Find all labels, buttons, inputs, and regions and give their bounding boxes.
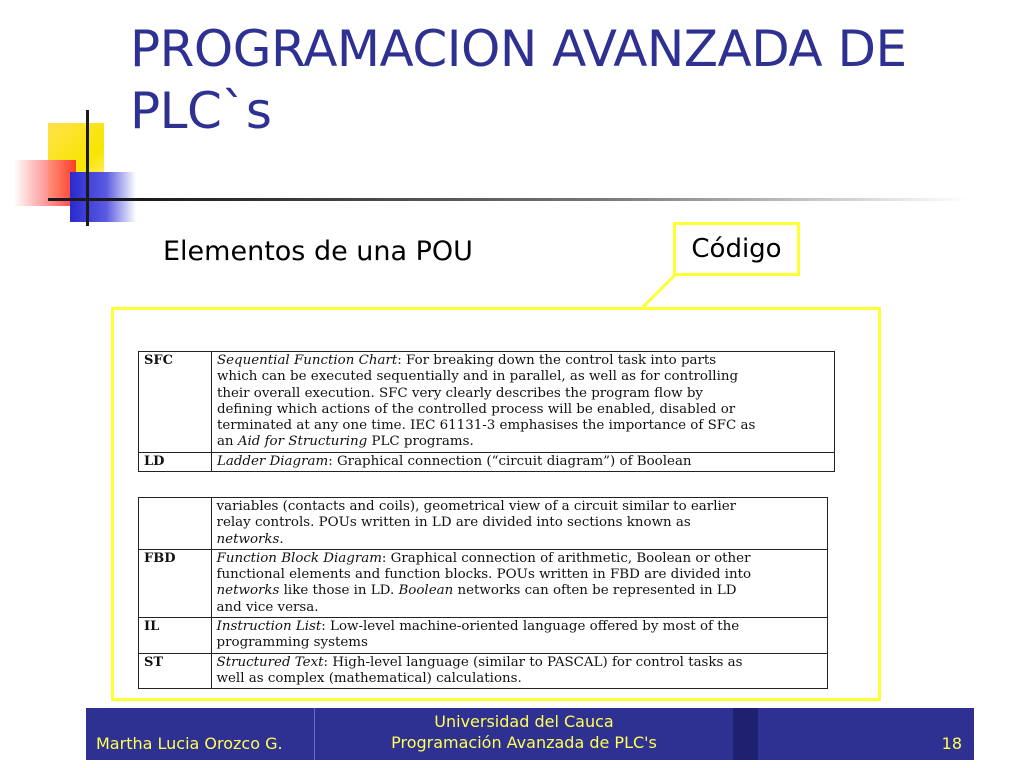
footer-university: Universidad del Cauca xyxy=(434,712,614,731)
description-line xyxy=(217,551,822,567)
footer-center-cell xyxy=(315,708,733,760)
description-line xyxy=(217,583,822,599)
footer-divider xyxy=(733,708,758,760)
line-text: networks can often be represented in LD xyxy=(453,583,737,599)
term-name: Aid for Structuring xyxy=(237,434,368,450)
description-line: well as complex (mathematical) calculations. xyxy=(216,670,522,686)
callout-label: Código xyxy=(691,234,782,264)
language-description xyxy=(211,549,827,617)
footer-bar xyxy=(86,708,974,760)
decor-blue-square xyxy=(70,172,136,222)
term-name: Ladder Diagram xyxy=(216,453,329,469)
table-row xyxy=(139,352,835,453)
slide-title xyxy=(130,18,1000,142)
description-line: defining which actions of the controlled process will be enabled, disabled or xyxy=(216,401,736,417)
line-text: : High-level language (similar to PASCAL) for control tasks as xyxy=(323,654,743,670)
language-description xyxy=(211,352,834,453)
language-code: FBD xyxy=(139,549,212,617)
line-text: : For breaking down the control task into parts xyxy=(397,353,717,368)
footer-course: Programación Avanzada de PLC's xyxy=(391,733,657,752)
language-code: ST xyxy=(139,653,212,689)
description-line: functional elements and function blocks. POUs written in FBD are divided into xyxy=(216,567,752,583)
term-name: Sequential Function Chart xyxy=(216,353,398,368)
description-line xyxy=(217,454,829,470)
slide-subtitle: Elementos de una POU xyxy=(163,236,473,267)
pou-table-top xyxy=(138,351,835,472)
description-line: which can be executed sequentially and in parallel, as well as for controlling xyxy=(216,369,739,385)
table-row xyxy=(139,452,835,471)
table-row xyxy=(139,549,828,617)
footer-page-number: 18 xyxy=(941,734,962,753)
term-name: Function Block Diagram xyxy=(216,550,382,566)
language-description xyxy=(211,452,834,471)
table-row xyxy=(139,653,828,689)
description-line xyxy=(217,353,829,369)
line-text: . xyxy=(279,531,284,547)
description-line xyxy=(217,655,822,671)
slide-title-line2: PLC`s xyxy=(130,82,272,140)
line-text: : Graphical connection (“circuit diagram”) of Boolean xyxy=(328,453,692,469)
term-name: Instruction List xyxy=(216,619,322,635)
language-code: SFC xyxy=(139,352,212,453)
language-code xyxy=(139,498,212,550)
language-code: IL xyxy=(139,618,212,654)
description-line: terminated at any one time. IEC 61131-3 emphasises the importance of SFC as xyxy=(216,418,756,434)
description-line xyxy=(217,532,822,548)
title-underline xyxy=(48,198,968,201)
description-line: relay controls. POUs written in LD are divided into sections known as xyxy=(216,515,691,531)
term-name: Boolean xyxy=(398,583,454,599)
description-line: programming systems xyxy=(216,635,368,651)
language-description xyxy=(211,653,827,689)
slide-title-line1: PROGRAMACION AVANZADA DE xyxy=(130,20,907,78)
description-line: their overall execution. SFC very clearly describes the program flow by xyxy=(216,385,703,401)
table-row xyxy=(139,618,828,654)
line-text: like those in LD. xyxy=(279,583,399,599)
footer-author-cell xyxy=(86,708,315,760)
language-code: LD xyxy=(139,452,212,471)
language-description xyxy=(211,498,827,550)
pou-table-bottom xyxy=(138,497,828,689)
description-line: and vice versa. xyxy=(216,599,319,615)
decor-vertical-line xyxy=(86,110,89,226)
description-line: variables (contacts and coils), geometrical view of a circuit similar to earlier xyxy=(216,499,737,514)
line-text: : Low-level machine-oriented language offered by most of the xyxy=(321,619,740,635)
line-text: : Graphical connection of arithmetic, Boolean or other xyxy=(381,550,751,566)
line-text: an xyxy=(216,434,238,450)
table-row xyxy=(139,498,828,550)
footer-author: Martha Lucia Orozco G. xyxy=(96,734,283,753)
language-description xyxy=(211,618,827,654)
term-name: Structured Text xyxy=(216,654,324,670)
description-line xyxy=(217,434,829,450)
line-text: PLC programs. xyxy=(367,434,474,450)
term-name: networks xyxy=(216,531,280,547)
description-line xyxy=(217,619,822,635)
term-name: networks xyxy=(216,583,280,599)
callout-box xyxy=(673,222,800,276)
